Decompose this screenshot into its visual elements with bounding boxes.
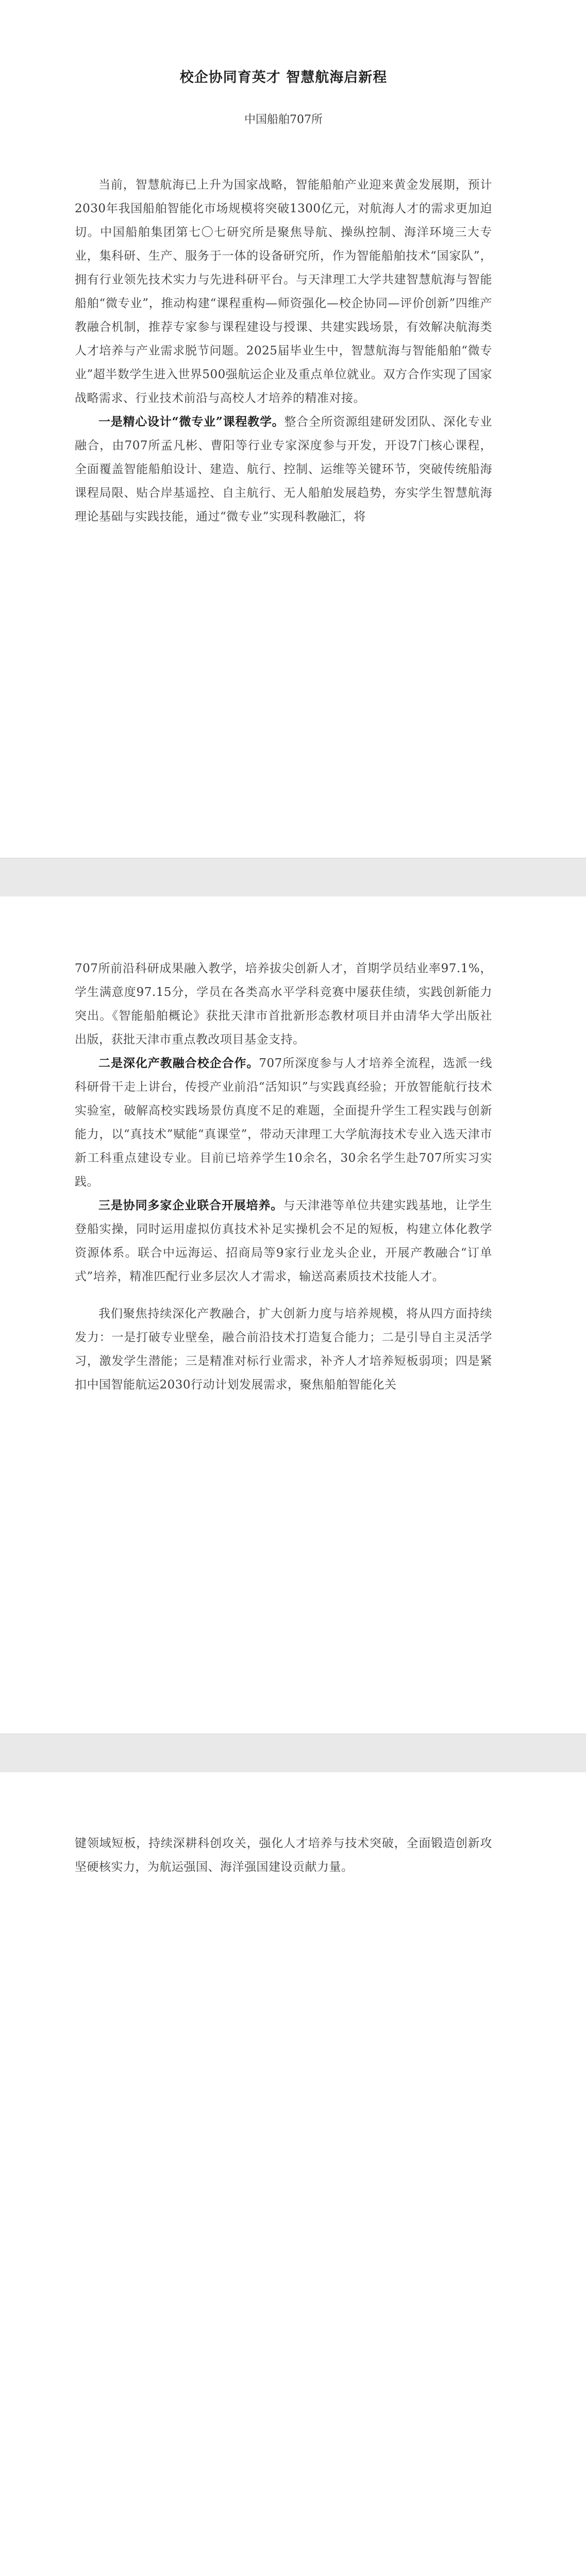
page-separator [0,1734,586,1773]
point-1-text: 整合全所资源组建研发团队、深化专业融合，由707所孟凡彬、曹阳等行业专家深度参与开发，开设7门核心课程，全面覆盖智能船舶设计、建造、航行、控制、运维等关键环节，突破传统船海课程局限、贴合岸基遥控、自主航行、无人船舶发展趋势，夯实学生智慧航海理论基础与实践技能，通过“微专业”实现科教融汇，将 [75,415,492,523]
page-separator [0,858,586,897]
document-page-3 [0,1772,586,2576]
paragraph-point-1-continued: 707所前沿科研成果融入教学，培养拔尖创新人才，首期学员结业率97.1%，学生满意度97.15分，学员在各类高水平学科竞赛中屡获佳绩，实践创新能力突出。《智能船舶概论》获批天津市首批新形态教材项目并由清华大学出版社出版，获批天津市重点教改项目基金支持。 [75,962,492,1046]
point-3-heading: 三是协同多家企业联合开展培养。 [98,1198,283,1212]
point-2-heading: 二是深化产教融合校企合作。 [98,1056,259,1070]
page-2-content [75,957,492,1397]
point-1-heading: 一是精心设计“微专业”课程教学。 [98,415,284,429]
page-3-content [75,1832,492,1879]
paragraph-outlook: 我们聚焦持续深化产教融合，扩大创新力度与培养规模，将从四方面持续发力：一是打破专业壁垒，融合前沿技术打造复合能力；二是引导自主灵活学习，激发学生潜能；三是精准对标行业需求，补齐人才培养短板弱项；四是紧扣中国智能航运2030行动计划发展需求，聚焦船舶智能化关 [75,1307,492,1392]
point-2-text: 707所深度参与人才培养全流程，选派一线科研骨干走上讲台，传授产业前沿“活知识”与实践真经验；开放智能航行技术实验室，破解高校实践场景仿真度不足的难题，全面提升学生工程实践与创新能力，以“真技术”赋能“真课堂”，带动天津理工大学航海技术专业入选天津市新工科重点建设专业。目前已培养学生10余名，30余名学生赴707所实习实践。 [75,1057,492,1189]
document-page-1 [0,0,586,858]
paragraph-point-1 [75,410,492,529]
page-1-content [75,66,492,529]
document-author: 中国船舶707所 [244,113,323,126]
paragraph-intro: 当前，智慧航海已上升为国家战略，智能船舶产业迎来黄金发展期，预计2030年我国船舶智能化市场规模将突破1300亿元，对航海人才的需求更加迫切。中国船舶集团第七〇七研究所是聚焦导航、操纵控制、海洋环境三大专业，集科研、生产、服务于一体的设备研究所，作为智能船舶技术“国家队”，拥有行业领先技术实力与先进科研平台。与天津理工大学共建智慧航海与智能船舶“微专业”，推动构建“课程重构—师资强化—校企协同—评价创新”四维产教融合机制，推荐专家参与课程建设与授课、共建实践场景，有效解决航海类人才培养与产业需求脱节问题。2025届毕业生中，智慧航海与智能船舶“微专业”超半数学生进入世界500强航运企业及重点单位就业。双方合作实现了国家战略需求、行业技术前沿与高校人才培养的精准对接。 [75,178,492,405]
paragraph-point-2 [75,1052,492,1194]
paragraph-point-3 [75,1194,492,1289]
document-page-2 [0,896,586,1734]
document-title: 校企协同育英才 智慧航海启新程 [179,70,388,86]
point-3-text: 与天津港等单位共建实践基地，让学生登船实操，同时运用虚拟仿真技术补足实操机会不足的短板，构建立体化教学资源体系。联合中远海运、招商局等9家行业龙头企业，开展产教融合“订单式”培养，精准匹配行业多层次人才需求，输送高素质技术技能人才。 [75,1199,493,1283]
paragraph-outlook-continued: 键领域短板，持续深耕科创攻关，强化人才培养与技术突破，全面锻造创新攻坚硬核实力，为航运强国、海洋强国建设贡献力量。 [75,1837,492,1874]
